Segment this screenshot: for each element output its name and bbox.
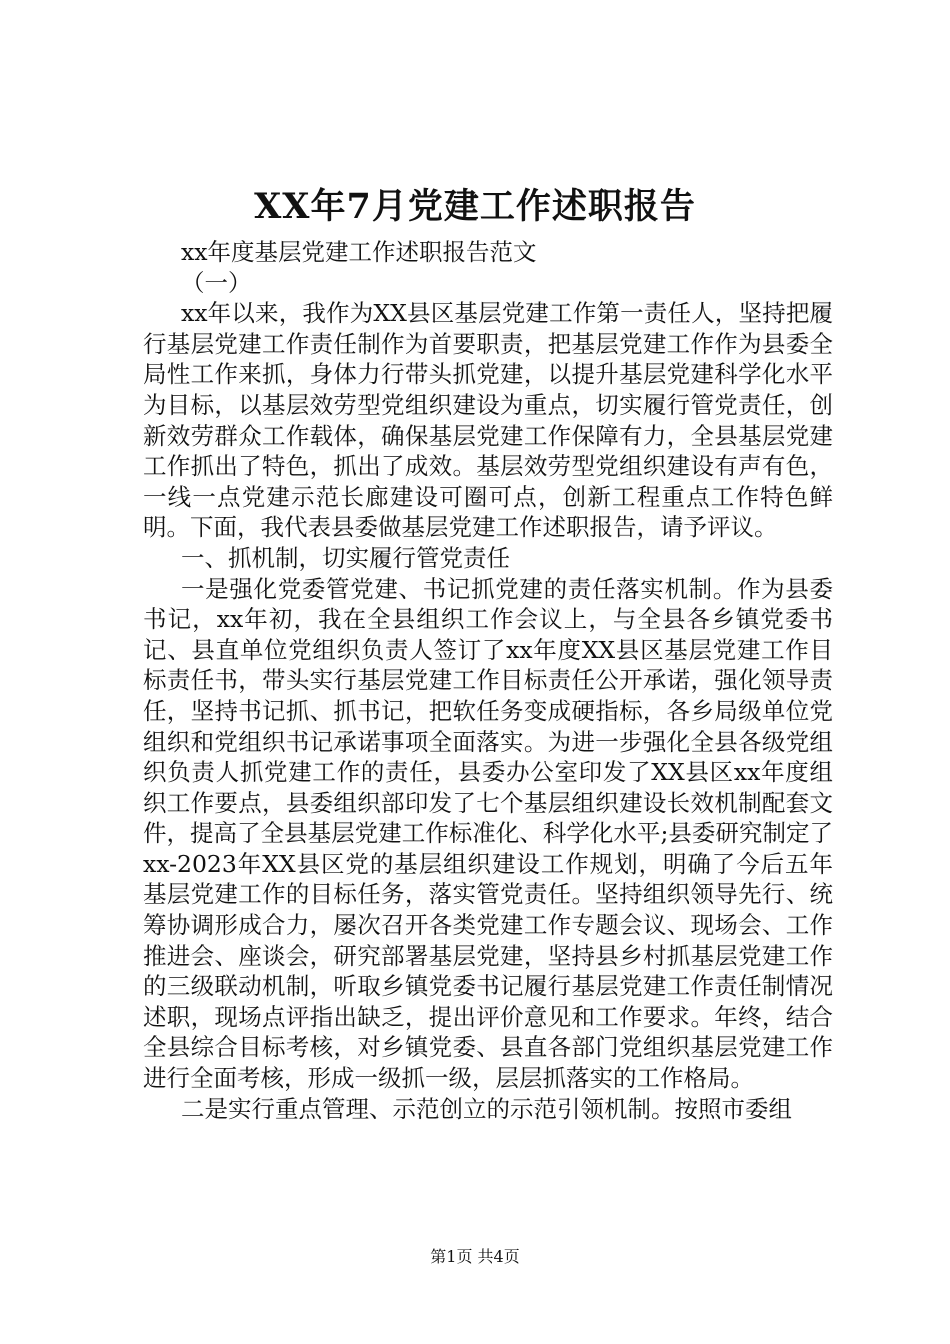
section-heading: 一、抓机制，切实履行管党责任 — [181, 543, 510, 572]
subtitle: xx年度基层党建工作述职报告范文 — [181, 238, 537, 266]
paragraph: xx年以来，我作为XX县区基层党建工作第一责任人，坚持把履行基层党建工作责任制作为首要职责，把基层党建工作作为县委全局性工作来抓，身体力行带头抓党建，以提升基层党建科学化水平为目标，以基层效劳型党组织建设为重点，切实履行管党责任，创新效劳群众工作载体，确保基层党建工作保障有力，全县基层党建工作抓出了特色，抓出了成效。基层效劳型党组织建设有声有色，一线一点党建示范长廊建设可圈可点，创新工程重点工作特色鲜明。下面，我代表县委做基层党建工作述职报告，请予评议。 — [143, 299, 833, 542]
paragraph: 二是实行重点管理、示范创立的示范引领机制。按照市委组 — [181, 1094, 792, 1123]
section-marker: （一） — [181, 268, 252, 297]
paragraph: 一是强化党委管党建、书记抓党建的责任落实机制。作为县委书记，xx年初，我在全县组织工作会议上，与全县各乡镇党委书记、县直单位党组织负责人签订了xx年度XX县区基层党建工作目标责任书，带头实行基层党建工作目标责任公开承诺，强化领导责任，坚持书记抓、抓书记，把软任务变成硬指标，各乡局级单位党组织和党组织书记承诺事项全面落实。为进一步强化全县各级党组织负责人抓党建工作的责任，县委办公室印发了XX县区xx年度组织工作要点，县委组织部印发了七个基层组织建设长效机制配套文件，提高了全县基层党建工作标准化、科学化水平;县委研究制定了xx-2023年XX县区党的基层组织建设工作规划，明确了今后五年基层党建工作的目标任务，落实管党责任。坚持组织领导先行、统筹协调形成合力，屡次召开各类党建工作专题会议、现场会、工作推进会、座谈会，研究部署基层党建，坚持县乡村抓基层党建工作的三级联动机制，听取乡镇党委书记履行基层党建工作责任制情况述职，现场点评指出缺乏，提出评价意见和工作要求。年终，结合全县综合目标考核，对乡镇党委、县直各部门党组织基层党建工作进行全面考核，形成一级抓一级，层层抓落实的工作格局。 — [143, 574, 833, 1093]
page-footer: 第1页 共4页 — [430, 1247, 520, 1266]
document-body — [143, 237, 833, 1124]
document-title: XX年7月党建工作述职报告 — [254, 186, 696, 227]
